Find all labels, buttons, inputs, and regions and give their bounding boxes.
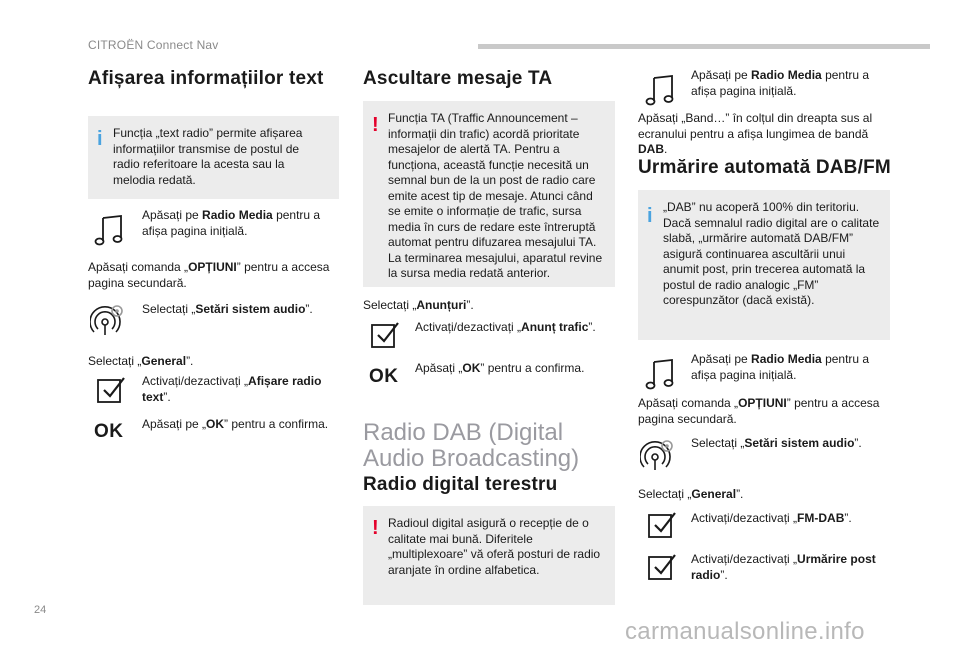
section-title-ta: Ascultare mesaje TA — [363, 68, 553, 89]
audio-settings-icon — [90, 302, 126, 338]
checkbox-icon — [368, 317, 404, 353]
warning-icon: ! — [372, 114, 379, 136]
info-box-radio-text — [88, 116, 339, 199]
para-announcements: Selectați „Anunțuri”. — [363, 298, 474, 312]
step-audio-settings: Selectați „Setări sistem audio”. — [691, 436, 862, 450]
checkbox-icon — [645, 549, 681, 585]
step-audio-settings: Selectați „Setări sistem audio”. — [142, 302, 313, 316]
page-number: 24 — [34, 604, 47, 616]
para-options: Apăsați comanda „OPȚIUNI” pentru a accesa pagina secundară. — [638, 396, 880, 426]
ok-icon: OK — [94, 421, 124, 442]
section-title-radio-text: Afișarea informațiilor text — [88, 68, 324, 89]
step-radio-media: Apăsați pe Radio Media pentru a afișa pagina inițială. — [691, 352, 870, 382]
warning-box-text: Funcția TA (Traffic Announcement – informații din trafic) acordă prioritate mesajelor de alertă TA. Pentru a funcționa, această funcție necesită un semnal bun de la un post de radio care emite acest tip de mesaje. Atunci când se emite o informație de trafic, sursa media în curs de redare este întreruptă automat pentru difuzarea mesajului TA. La terminarea mesajului, aparatul revine la sursa media redată anterior. — [388, 111, 603, 280]
checkbox-icon — [94, 372, 130, 408]
section-title-digital-radio: Radio digital terestru — [363, 474, 558, 495]
music-note-icon — [643, 356, 679, 392]
info-icon: i — [647, 205, 653, 227]
music-note-icon — [643, 72, 679, 108]
para-band: Apăsați „Band…” în colțul din dreapta sus al ecranului pentru a afișa lungimea de bandă DAB. — [638, 111, 873, 156]
chapter-title-dab: Radio DAB (Digital Audio Broadcasting) — [363, 419, 580, 472]
music-note-icon — [92, 212, 128, 248]
step-radio-text-toggle: Activați/dezactivați „Afișare radio text”. — [142, 374, 322, 404]
info-box-dab-fm — [638, 190, 890, 340]
step-confirm-ta: Apăsați „OK” pentru a confirma. — [415, 361, 585, 375]
header-title: CITROËN Connect Nav — [88, 38, 219, 52]
info-icon: i — [97, 128, 103, 150]
checkbox-icon — [645, 507, 681, 543]
step-confirm: Apăsați pe „OK” pentru a confirma. — [142, 417, 329, 431]
step-station-follow-toggle: Activați/dezactivați „Urmărire post radio”. — [691, 552, 876, 582]
para-options: Apăsați comanda „OPȚIUNI” pentru a accesa pagina secundară. — [88, 260, 330, 290]
watermark: carmanualsonline.info — [625, 618, 865, 645]
step-radio-media: Apăsați pe Radio Media pentru a afișa pagina inițială. — [691, 68, 870, 98]
warning-icon: ! — [372, 517, 379, 539]
warning-box-ta — [363, 101, 615, 287]
para-general: Selectați „General”. — [88, 354, 194, 368]
step-fm-dab-toggle: Activați/dezactivați „FM-DAB”. — [691, 511, 852, 525]
warning-box-dab — [363, 506, 615, 605]
step-traffic-toggle: Activați/dezactivați „Anunț trafic”. — [415, 320, 596, 334]
ok-icon: OK — [369, 366, 399, 387]
para-general: Selectați „General”. — [638, 487, 744, 501]
step-radio-media: Apăsați pe Radio Media pentru a afișa pagina inițială. — [142, 208, 321, 238]
section-title-dab-fm: Urmărire automată DAB/FM — [638, 157, 891, 178]
audio-settings-icon — [640, 437, 676, 473]
info-box-text: „DAB” nu acoperă 100% din teritoriu. Dacă semnalul radio digital are o calitate slabă, „urmărire automată DAB/FM” asigură continuarea ascultării unui anumit post, prin trecerea automată la postul de radio analogic „FM” corespunzător (dacă există). — [663, 200, 880, 307]
warning-box-text: Radioul digital asigură o recepție de o calitate mai bună. Diferitele „multiplexoare” vă oferă posturi de radio aranjate în ordine alfabetica. — [388, 516, 601, 577]
info-box-text: Funcția „text radio” permite afișarea informațiilor transmise de postul de radio referitoare la acesta sau la melodia redată. — [113, 126, 303, 187]
header-bar — [478, 44, 930, 49]
